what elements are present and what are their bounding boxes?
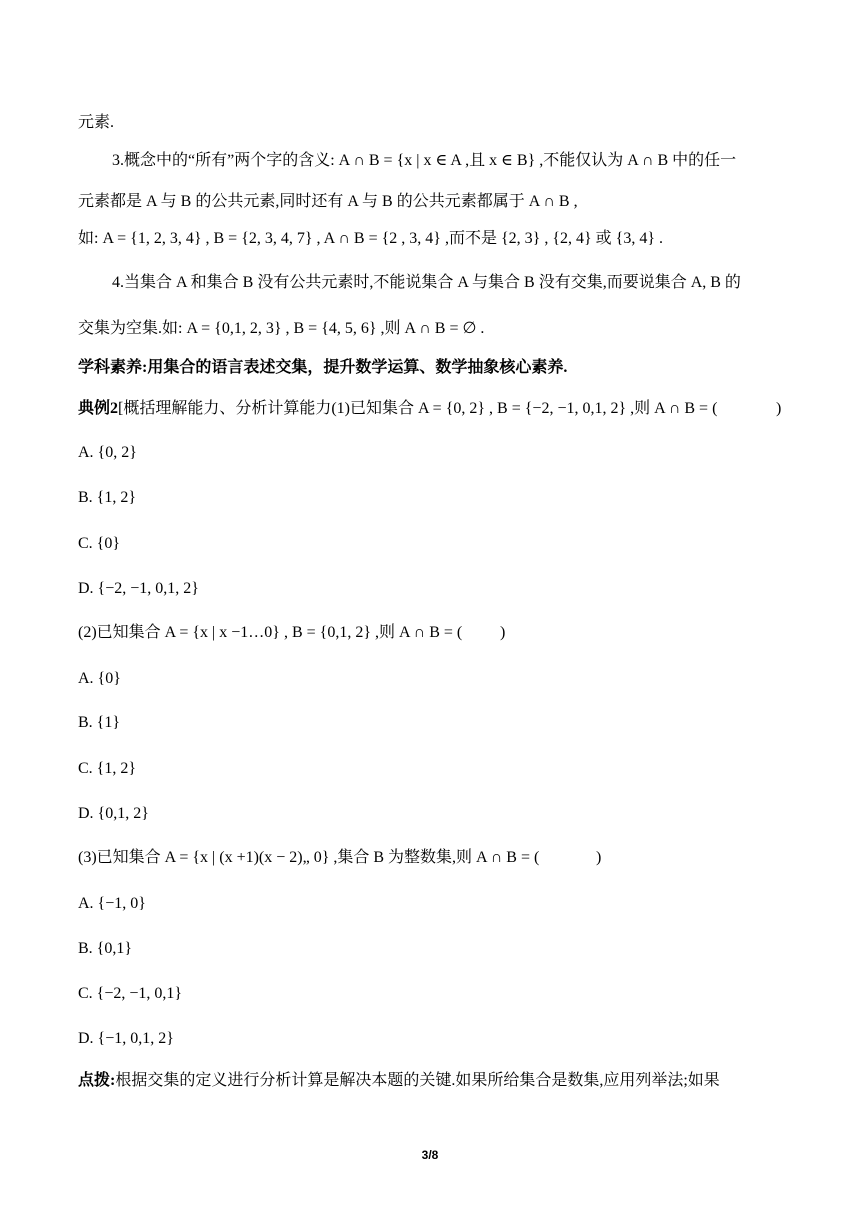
example-text: [概括理解能力、分析计算能力(1)已知集合 A = {0, 2} , B = {−2, −1, 0,1, 2} ,则 A ∩ B = ( <box>118 400 718 417</box>
option-d: D. {0,1, 2} <box>78 805 149 822</box>
example-line <box>78 398 790 420</box>
answer-paren-close: ) <box>596 849 602 866</box>
text-line: 元素. <box>78 114 115 131</box>
text-line: 4.当集合 A 和集合 B 没有公共元素时,不能说集合 A 与集合 B 没有交集,而要说集合 A, B 的 <box>112 274 741 291</box>
hint-line <box>78 1070 790 1092</box>
text-line: 元素都是 A 与 B 的公共元素,同时还有 A 与 B 的公共元素都属于 A ∩ B , <box>78 193 578 210</box>
answer-paren-close: ) <box>776 400 782 417</box>
question-line: (3)已知集合 A = {x | (x +1)(x − 2)„ 0} ,集合 B 为整数集,则 A ∩ B = ( <box>78 849 540 866</box>
option-d: D. {−1, 0,1, 2} <box>78 1030 174 1047</box>
hint-text: 根据交集的定义进行分析计算是解决本题的关键.如果所给集合是数集,应用列举法;如果 <box>115 1072 720 1089</box>
answer-paren-close: ) <box>500 624 506 641</box>
option-b: B. {1, 2} <box>78 489 137 506</box>
option-c: C. {0} <box>78 535 121 552</box>
option-a: A. {0} <box>78 670 121 687</box>
option-c: C. {1, 2} <box>78 760 137 777</box>
option-b: B. {0,1} <box>78 940 133 957</box>
option-c: C. {−2, −1, 0,1} <box>78 985 183 1002</box>
example-label: 典例2 <box>78 400 119 417</box>
hint-label: 点拨: <box>78 1072 116 1089</box>
option-d: D. {−2, −1, 0,1, 2} <box>78 580 199 597</box>
option-a: A. {0, 2} <box>78 444 137 461</box>
text-line: 如: A = {1, 2, 3, 4} , B = {2, 3, 4, 7} , A ∩ B = {2 , 3, 4} ,而不是 {2, 3} , {2, 4} 或 {3, 4} . <box>78 230 664 247</box>
page-number: 3/8 <box>421 1148 439 1162</box>
section-heading: 学科素养:用集合的语言表述交集，提升数学运算、数学抽象核心素养. <box>78 359 568 376</box>
option-b: B. {1} <box>78 714 121 731</box>
option-a: A. {−1, 0} <box>78 895 146 912</box>
question-line: (2)已知集合 A = {x | x −1…0} , B = {0,1, 2} ,则 A ∩ B = ( <box>78 624 463 641</box>
text-line: 交集为空集.如: A = {0,1, 2, 3} , B = {4, 5, 6} ,则 A ∩ B = ∅ . <box>78 320 485 337</box>
text-line: 3.概念中的“所有”两个字的含义: A ∩ B = {x | x ∈ A ,且 x ∈ B} ,不能仅认为 A ∩ B 中的任一 <box>112 152 737 169</box>
